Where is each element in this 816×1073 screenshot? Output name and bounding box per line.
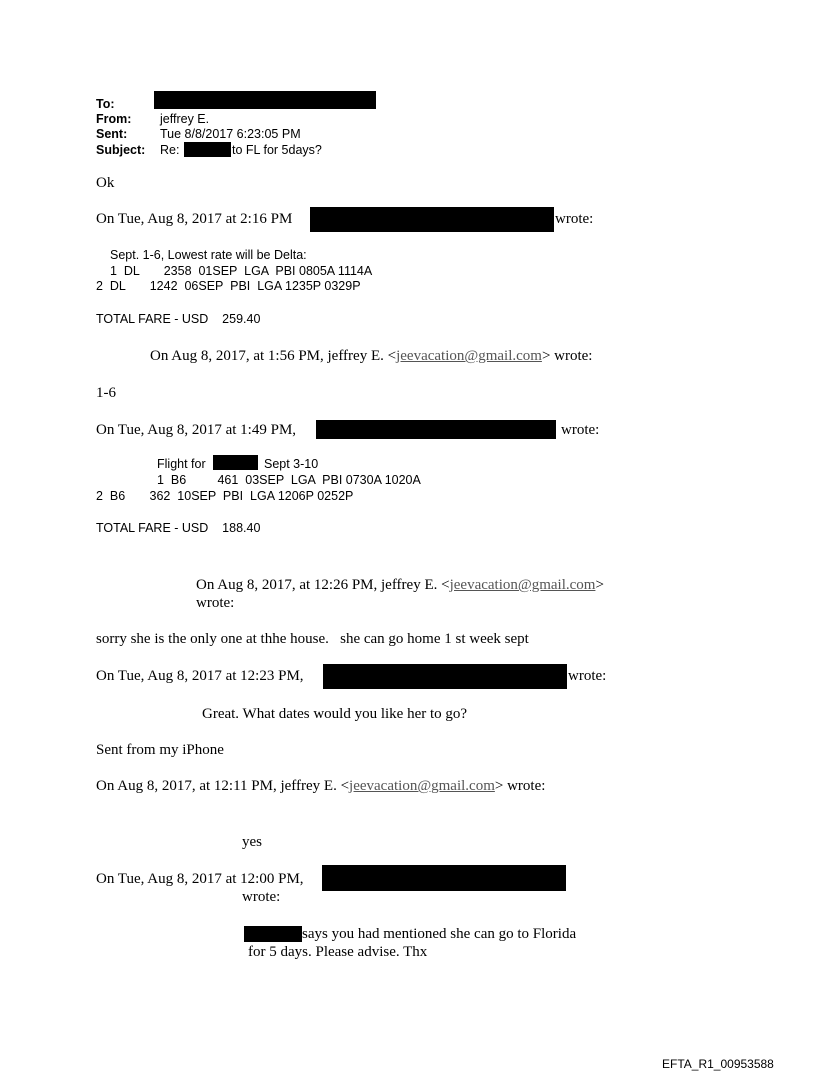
redacted-name-original [244, 926, 302, 942]
b6-title-suffix: Sept 3-10 [264, 457, 319, 471]
quote-header-2 [150, 347, 592, 365]
quote-header-4-close: > [595, 577, 604, 593]
to-label: To: [96, 97, 115, 111]
redacted-sender-1 [310, 207, 554, 232]
quote-wrote-3: wrote: [561, 422, 600, 438]
reply-great: Great. What dates would you like her to go? [202, 706, 468, 722]
quote-header-6-text: On Aug 8, 2017, at 12:11 PM, jeffrey E. < [96, 778, 350, 794]
quote-wrote-7: wrote: [242, 889, 281, 905]
delta-total-fare: TOTAL FARE - USD 259.40 [96, 312, 261, 326]
subject-label: Subject: [96, 143, 146, 157]
quote-header-2-text: On Aug 8, 2017, at 1:56 PM, jeffrey E. < [150, 348, 397, 364]
quote-header-6-wrote: > wrote: [494, 778, 546, 794]
quote-header-4-text: On Aug 8, 2017, at 12:26 PM, jeffrey E. < [196, 577, 450, 593]
quote-header-3: On Tue, Aug 8, 2017 at 1:49 PM, [96, 422, 297, 438]
delta-leg-2: 2 DL 1242 06SEP PBI LGA 1235P 0329P [96, 279, 361, 293]
redacted-sender-5 [323, 664, 567, 689]
quote-header-6 [96, 777, 545, 795]
b6-leg-2: 2 B6 362 10SEP PBI LGA 1206P 0252P [96, 489, 354, 503]
document-id: EFTA_R1_00953588 [662, 1057, 774, 1071]
redacted-sender-7 [322, 865, 566, 891]
redacted-passenger [213, 455, 258, 470]
subject-suffix: to FL for 5days? [232, 143, 322, 157]
email-link-6[interactable]: jeevacation@gmail.com [349, 778, 495, 794]
b6-leg-1: 1 B6 461 03SEP LGA PBI 0730A 1020A [157, 473, 421, 487]
redacted-recipient [154, 91, 376, 109]
reply-yes: yes [242, 834, 262, 850]
quote-header-1: On Tue, Aug 8, 2017 at 2:16 PM [96, 211, 293, 227]
reply-dates: 1-6 [96, 385, 116, 401]
from-label: From: [96, 112, 132, 126]
original-line-1: says you had mentioned she can go to Florida [302, 926, 577, 942]
reply-sorry: sorry she is the only one at thhe house. she can go home 1 st week sept [96, 631, 529, 647]
sent-label: Sent: [96, 127, 128, 141]
delta-leg-1: 1 DL 2358 01SEP LGA PBI 0805A 1114A [110, 264, 373, 278]
b6-title-prefix: Flight for [157, 457, 206, 471]
email-link-2[interactable]: jeevacation@gmail.com [396, 348, 542, 364]
quote-header-2-wrote: > wrote: [541, 348, 593, 364]
quote-header-5: On Tue, Aug 8, 2017 at 12:23 PM, [96, 668, 304, 684]
quote-wrote-1: wrote: [555, 211, 594, 227]
quote-header-4 [196, 576, 604, 594]
redacted-sender-3 [316, 420, 556, 439]
from-value: jeffrey E. [160, 112, 210, 126]
quote-wrote-5: wrote: [568, 668, 607, 684]
sent-value: Tue 8/8/2017 6:23:05 PM [160, 127, 301, 141]
sent-from-iphone: Sent from my iPhone [96, 742, 224, 758]
subject-prefix: Re: [160, 143, 180, 157]
b6-total-fare: TOTAL FARE - USD 188.40 [96, 521, 261, 535]
original-line-2: for 5 days. Please advise. Thx [248, 944, 428, 960]
redacted-subject-name [184, 142, 231, 157]
delta-title: Sept. 1-6, Lowest rate will be Delta: [110, 248, 307, 262]
reply-ok: Ok [96, 175, 115, 191]
email-link-4[interactable]: jeevacation@gmail.com [449, 577, 596, 593]
quote-header-7: On Tue, Aug 8, 2017 at 12:00 PM, [96, 871, 304, 887]
quote-wrote-4: wrote: [196, 595, 235, 611]
